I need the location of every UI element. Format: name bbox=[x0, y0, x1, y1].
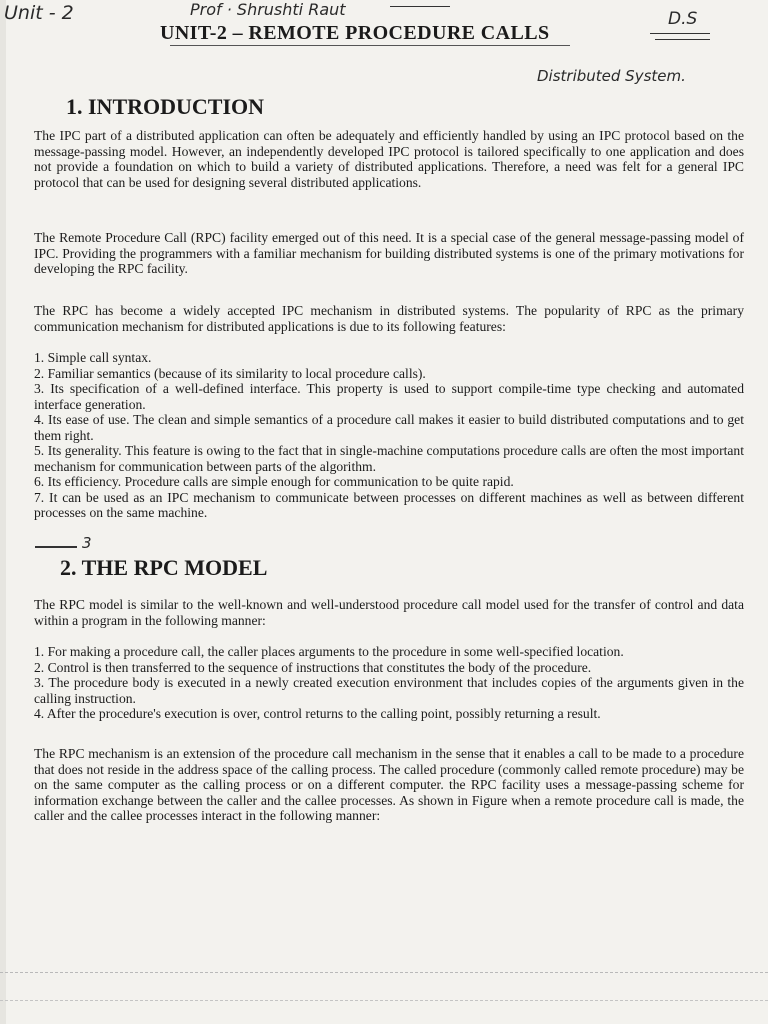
intro-paragraph-1: The IPC part of a distributed application can often be adequately and efficiently handled by using an IPC protocol based on the message-passing model. However, an independently developed IPC protocol is tailored specifically to one application and does not provide a foundation on which to build a variety of distributed applications. Therefore, a need was felt for a general IPC protocol that can be used for designing several distributed applications. bbox=[34, 128, 744, 190]
handwritten-professor-note: Prof · Shrushti Raut bbox=[190, 0, 346, 19]
list-item: 2. Control is then transferred to the sequence of instructions that constitutes the body of the procedure. bbox=[34, 659, 592, 675]
strike-line bbox=[390, 6, 450, 7]
handwritten-unit-note: Unit - 2 bbox=[4, 2, 74, 24]
list-item: 1. Simple call syntax. bbox=[34, 350, 152, 365]
page-fold-line bbox=[0, 972, 768, 974]
page-title: UNIT-2 – REMOTE PROCEDURE CALLS bbox=[160, 22, 550, 44]
list-item: 1. For making a procedure call, the caller places arguments to the procedure in some well-specified location. bbox=[34, 644, 624, 659]
intro-paragraph-3: The RPC has become a widely accepted IPC mechanism in distributed systems. The popularity of RPC as the primary communication mechanism for distributed applications is due to its following features: bbox=[34, 303, 744, 334]
rpc-mechanism-paragraph: The RPC mechanism is an extension of the procedure call mechanism in the sense that it enables a call to be made to a procedure that does not reside in the address space of the calling process. The called procedure (commonly called remote procedure) may be on the same computer as the calling process or on a different computer. the RPC facility uses a message-passing scheme for information exchange between the caller and the callee processes. As shown in Figure when a remote procedure call is made, the caller and the callee processes interact in the following manner: bbox=[34, 746, 744, 823]
handwritten-ds-note: D.S bbox=[668, 9, 698, 29]
list-item: 6. Its efficiency. Procedure calls are simple enough for communication to be quite rapid. bbox=[34, 474, 514, 489]
list-item: 7. It can be used as an IPC mechanism to communicate between processes on different machines as well as between different processes on the same machine. bbox=[34, 489, 744, 520]
handwritten-subject-note: Distributed System. bbox=[537, 67, 686, 85]
rpc-steps-list bbox=[34, 644, 744, 722]
page-edge bbox=[0, 0, 6, 1024]
list-item: 3. Its specification of a well-defined interface. This property is used to support compile-time type checking and automated interface generation. bbox=[34, 381, 744, 412]
rpc-model-intro: The RPC model is similar to the well-known and well-understood procedure call model used for the transfer of control and data within a program in the following manner: bbox=[34, 597, 744, 628]
title-underline bbox=[170, 45, 570, 46]
ds-underline-2 bbox=[655, 39, 710, 40]
list-item: 2. Familiar semantics (because of its similarity to local procedure calls). bbox=[34, 365, 426, 381]
handwritten-dash bbox=[35, 546, 77, 548]
page-fold-line-2 bbox=[0, 1000, 768, 1002]
list-item: 5. Its generality. This feature is owing to the fact that in single-machine computations procedure calls are often the most important mechanism for communication between parts of the algorithm. bbox=[34, 443, 744, 474]
section-heading-rpc-model: 2. THE RPC MODEL bbox=[60, 555, 268, 580]
list-item: 3. The procedure body is executed in a newly created execution environment that includes copies of the arguments given in the calling instruction. bbox=[34, 675, 744, 706]
list-item: 4. Its ease of use. The clean and simple semantics of a procedure call makes it easier to build distributed computations and to get them right. bbox=[34, 412, 744, 443]
list-item: 4. After the procedure's execution is over, control returns to the calling point, possibly returning a result. bbox=[34, 706, 601, 721]
intro-paragraph-2: The Remote Procedure Call (RPC) facility emerged out of this need. It is a special case of the general message-passing model of IPC. Providing the programmers with a familiar mechanism for building distributed systems is one of the primary motivations for developing the RPC facility. bbox=[34, 230, 744, 276]
ds-underline bbox=[650, 33, 710, 34]
section-heading-introduction: 1. INTRODUCTION bbox=[66, 94, 265, 119]
handwritten-marker: 3 bbox=[82, 534, 92, 552]
features-list bbox=[34, 350, 744, 521]
